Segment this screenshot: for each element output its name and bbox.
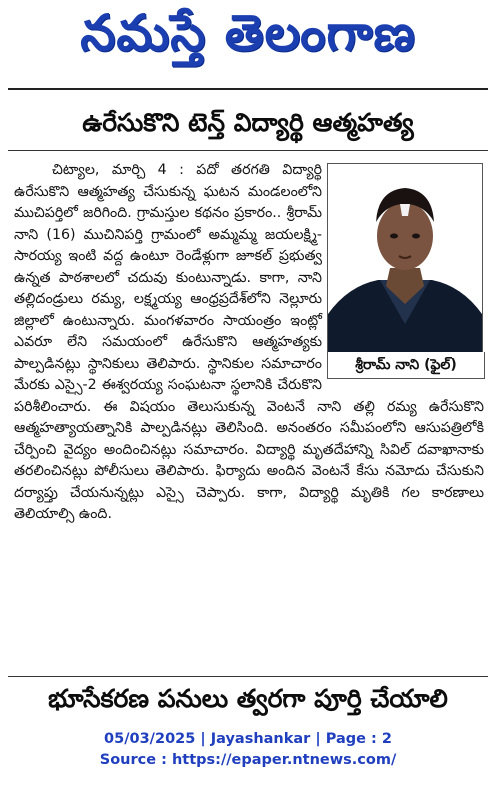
footer-date-edition: 05/03/2025 | Jayashankar | Page : 2 (104, 731, 392, 747)
article-body: చిట్యాల, మార్చి 4 : పదో తరగతి విద్యార్థి ఉరేసుకొని ఆత్మహత్య చేసుకున్న ఘటన మండలంలోని ముచిపర్తిలో జరిగింది. గ్రామస్తుల కథనం ప్రకారం.. శ్రీరామ్ నాని (16) ముచినిపర్తి గ్రామంలో అమ్మమ్మ జయలక్ష్మి-సారయ్య ఇంటి వద్ద ఉంటూ రెండేళ్లుగా జూకల్ ప్రభుత్వ ఉన్నత పాఠశాలలో చదువు కుంటున్నాడు. కాగా, నాని తల్లిదండ్రులు రమ్య, లక్ష్మయ్య ఆంధ్రప్రదేశ్‌లోని నెల్లూరు జిల్లాలో ఉంటున్నారు. మంగళవారం సాయంత్రం ఇంట్లో ఎవరూ లేని సమయంలో ఉరేసుకొని ఆత్మహత్యకు పాల్పడినట్లు స్థానికులు తెలిపారు. స్థానికుల సమాచారం మేరకు ఎస్సై-2 ఈశ్వరయ్య సంఘటనా స్థలానికి చేరుకొని పరిశీలించారు. ఈ విషయం తెలుసుకున్న వెంటనే నాని తల్లి రమ్య ఉరేసుకొని ఆత్మహత్యాయత్నానికి పాల్పడినట్లు తెలిసింది. అనంతరం సమీపంలోని ఆసుపత్రిలోకి చేర్పించి వైద్యం అందించినట్లు సమాచారం. విద్యార్థి మృతదేహాన్ని సివిల్ దవాఖానాకు తరలించినట్లు పోలీసులు తెలిపారు. ఫిర్యాదు అందిన వెంటనే కేసు నమోదు చేసుకుని దర్యాప్తు చేయనున్నట్లు ఎస్సై చెప్పారు. కాగా, విద్యార్థి మృతికి గల కారణాలు తెలియాల్సి ఉంది. (14, 162, 484, 522)
lower-divider (8, 676, 488, 677)
photo-caption: శ్రీరామ్ నాని (ఫైల్) (327, 352, 485, 379)
page-footer (0, 729, 496, 771)
article-body-column (14, 160, 484, 526)
top-divider (8, 88, 488, 90)
masthead-title: నమస్తే తెలంగాణ (80, 3, 416, 62)
article-headline: ఉరేసుకొని టెన్త్ విద్యార్థి ఆత్మహత్య (82, 108, 414, 137)
masthead (0, 0, 496, 78)
footer-source: Source : https://epaper.ntnews.com/ (99, 752, 397, 768)
photo-spacer (322, 160, 484, 382)
headline-divider (8, 150, 488, 151)
next-article-headline: భూసేకరణ పనులు త్వరగా పూర్తి చేయాలి (48, 684, 448, 713)
